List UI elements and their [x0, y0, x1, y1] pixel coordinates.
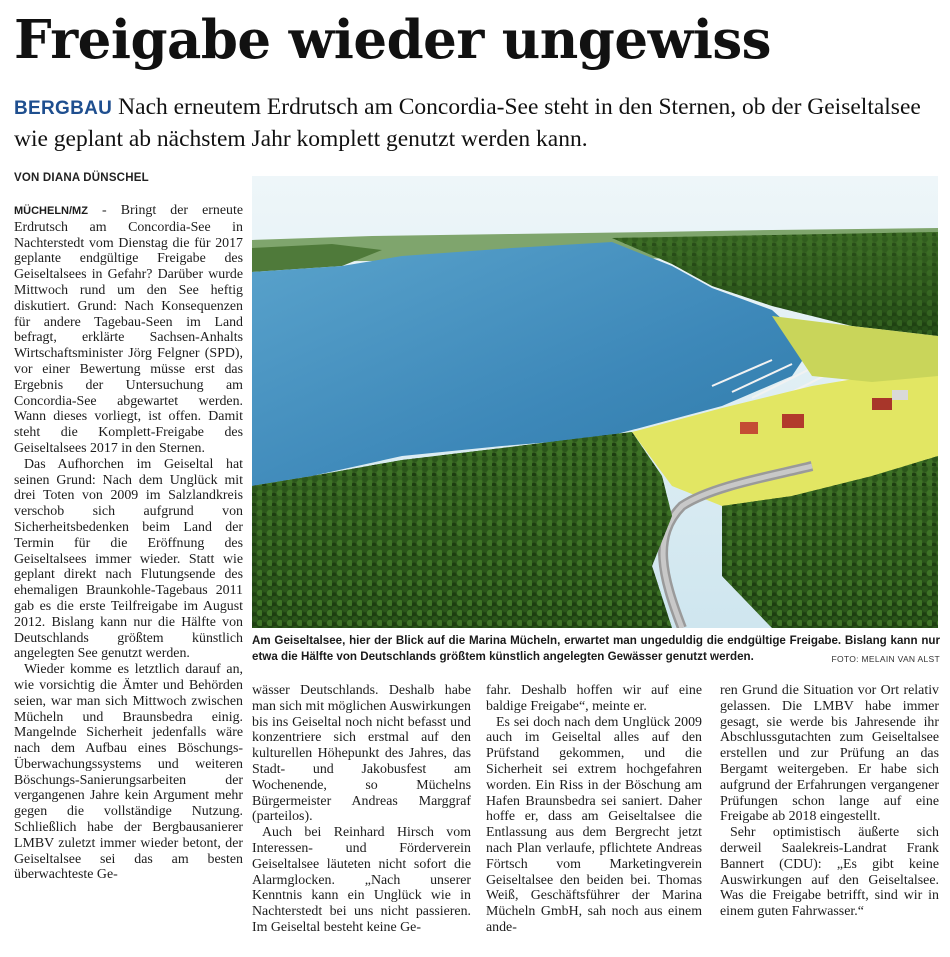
- paragraph: Auch bei Reinhard Hirsch vom Interessen- und Förderverein Geiseltalsee läuteten nicht sofort die Alarmglocken. „Nach unserer Kenntnis kann ein Unglück wie in Nachterstedt bei uns nicht passieren. Im Geiseltal besteht keine Ge-: [252, 825, 471, 935]
- dateline: MÜCHELN/MZ: [14, 205, 88, 217]
- paragraph: Wieder komme es letztlich darauf an, wie vorsichtig die Ämter und Behörden seien, war man sich Mittwoch zwischen Mücheln und Braunsbedra einig. Mangelnde Sicherheit jedenfalls wäre nach dem Aufbau eines Böschungs-Überwachungssystems und weiteren Böschungs-Sanierungsarbeiten der vergangenen Jahre kein Argument mehr gegen die vollständige Nutzung. Schließlich habe der Bergbausanierer LMBV zuletzt immer wieder betont, der Geiseltalsee sei das am besten überwachteste Ge-: [14, 662, 243, 883]
- byline: VON DIANA DÜNSCHEL: [14, 172, 149, 184]
- article-column-2: [252, 683, 471, 936]
- caption-text: Am Geiseltalsee, hier der Blick auf die Marina Mücheln, erwartet man ungeduldig die endgültige Freigabe. Bislang kann nur etwa die Hälfte von Deutschlands größtem künstlich angelegten Gewässer genutzt werden.: [252, 634, 940, 663]
- lake-photo: [252, 176, 938, 628]
- paragraph: Sehr optimistisch äußerte sich derweil Saalekreis-Landrat Frank Bannert (CDU): „Es gibt keine Auswirkungen auf den Geiseltalsee. Was die Freigabe betrifft, sind wir in einem guten Fahrwasser.“: [720, 825, 939, 920]
- photo-credit: FOTO: MELAIN VAN ALST: [831, 654, 940, 664]
- photo-caption: [252, 633, 940, 667]
- article-column-4: [720, 683, 939, 920]
- aerial-view-image: [252, 176, 938, 628]
- paragraph-text: - Bringt der erneute Erdrutsch am Concordia-See in Nachterstedt vom Dienstag die für 2017 geplante endgültige Freigabe des Geiseltalsees in Gefahr? Darüber wurde Mittwoch rund um den See heftig diskutiert. Grund: Nach Konsequenzen für andere Tagebau-Seen im Land befragt, erklärte Sachsen-Anhalts Wirtschaftsminister Jörg Felgner (SPD), vor einer Bewertung müsse erst das Ergebnis der Untersuchung am Concordia-See abgewartet werden. Wann dieses vorliegt, ist offen. Damit steht die Komplett-Freigabe des Geiseltalsees 2017 in den Sternen.: [14, 203, 243, 456]
- paragraph: fahr. Deshalb hoffen wir auf eine baldige Freigabe“, meinte er.: [486, 683, 702, 714]
- paragraph: ren Grund die Situation vor Ort relativ gelassen. Die LMBV habe immer gesagt, sie werde bis Jahresende ihr Abschlussgutachten zum Geiseltalsee erstellen und zur Prüfung an das Bergamt weitergeben. Er habe sich aufgrund der Erfahrungen vergangener Prüfungen schon lange auf eine Freigabe ab 2018 eingestellt.: [720, 683, 939, 825]
- article-column-3: [486, 683, 702, 936]
- article-column-1: [14, 203, 243, 883]
- deck-text: Nach erneutem Erdrutsch am Concordia-See steht in den Sternen, ob der Geiseltalsee wie geplant ab nächstem Jahr komplett genutzt werden kann.: [14, 94, 921, 152]
- paragraph: wässer Deutschlands. Deshalb habe man sich mit möglichen Auswirkungen bis ins Geiseltal noch nicht befasst und konzentriere sich erstmal auf den kulturellen Höhepunkt des Jahres, das Stadt- und Jakobusfest am Wochenende, so Müchelns Bürgermeister Andreas Marggraf (parteilos).: [252, 683, 471, 825]
- paragraph: Es sei doch nach dem Unglück 2009 auch im Geiseltal alles auf den Prüfstand gekommen, und die Sicherheit sei extrem hochgefahren worden. Ein Riss in der Böschung am Hafen Braunsbedra sei saniert. Daher hoffe er, dass am Geiseltalsee die Entlassung aus dem Bergrecht jetzt nach Plan verlaufe, pflichtete Andreas Förtsch vom Marketingverein Geiseltalsee den beiden bei. Thomas Weiß, Geschäftsführer der Marina Mücheln GmbH, sah noch aus einem ande-: [486, 714, 702, 935]
- section-tag: BERGBAU: [14, 98, 113, 119]
- deck: [14, 92, 939, 154]
- paragraph: [14, 203, 243, 457]
- headline: Freigabe wieder ungewiss: [14, 9, 772, 71]
- paragraph: Das Aufhorchen im Geiseltal hat seinen Grund: Nach dem Unglück mit drei Toten von 2009 im Salzlandkreis verschob sich aufgrund von Sicherheitsbedenken beim Land der Termin für die Eröffnung des Geiseltalsees immer wieder. Statt wie geplant direkt nach Flutungsende des ehemaligen Braunkohle-Tagebaus 2011 gab es die erste Teilfreigabe im August 2012. Bislang kann nur die Hälfte von Deutschlands größtem künstlich angelegten See genutzt werden.: [14, 456, 243, 662]
